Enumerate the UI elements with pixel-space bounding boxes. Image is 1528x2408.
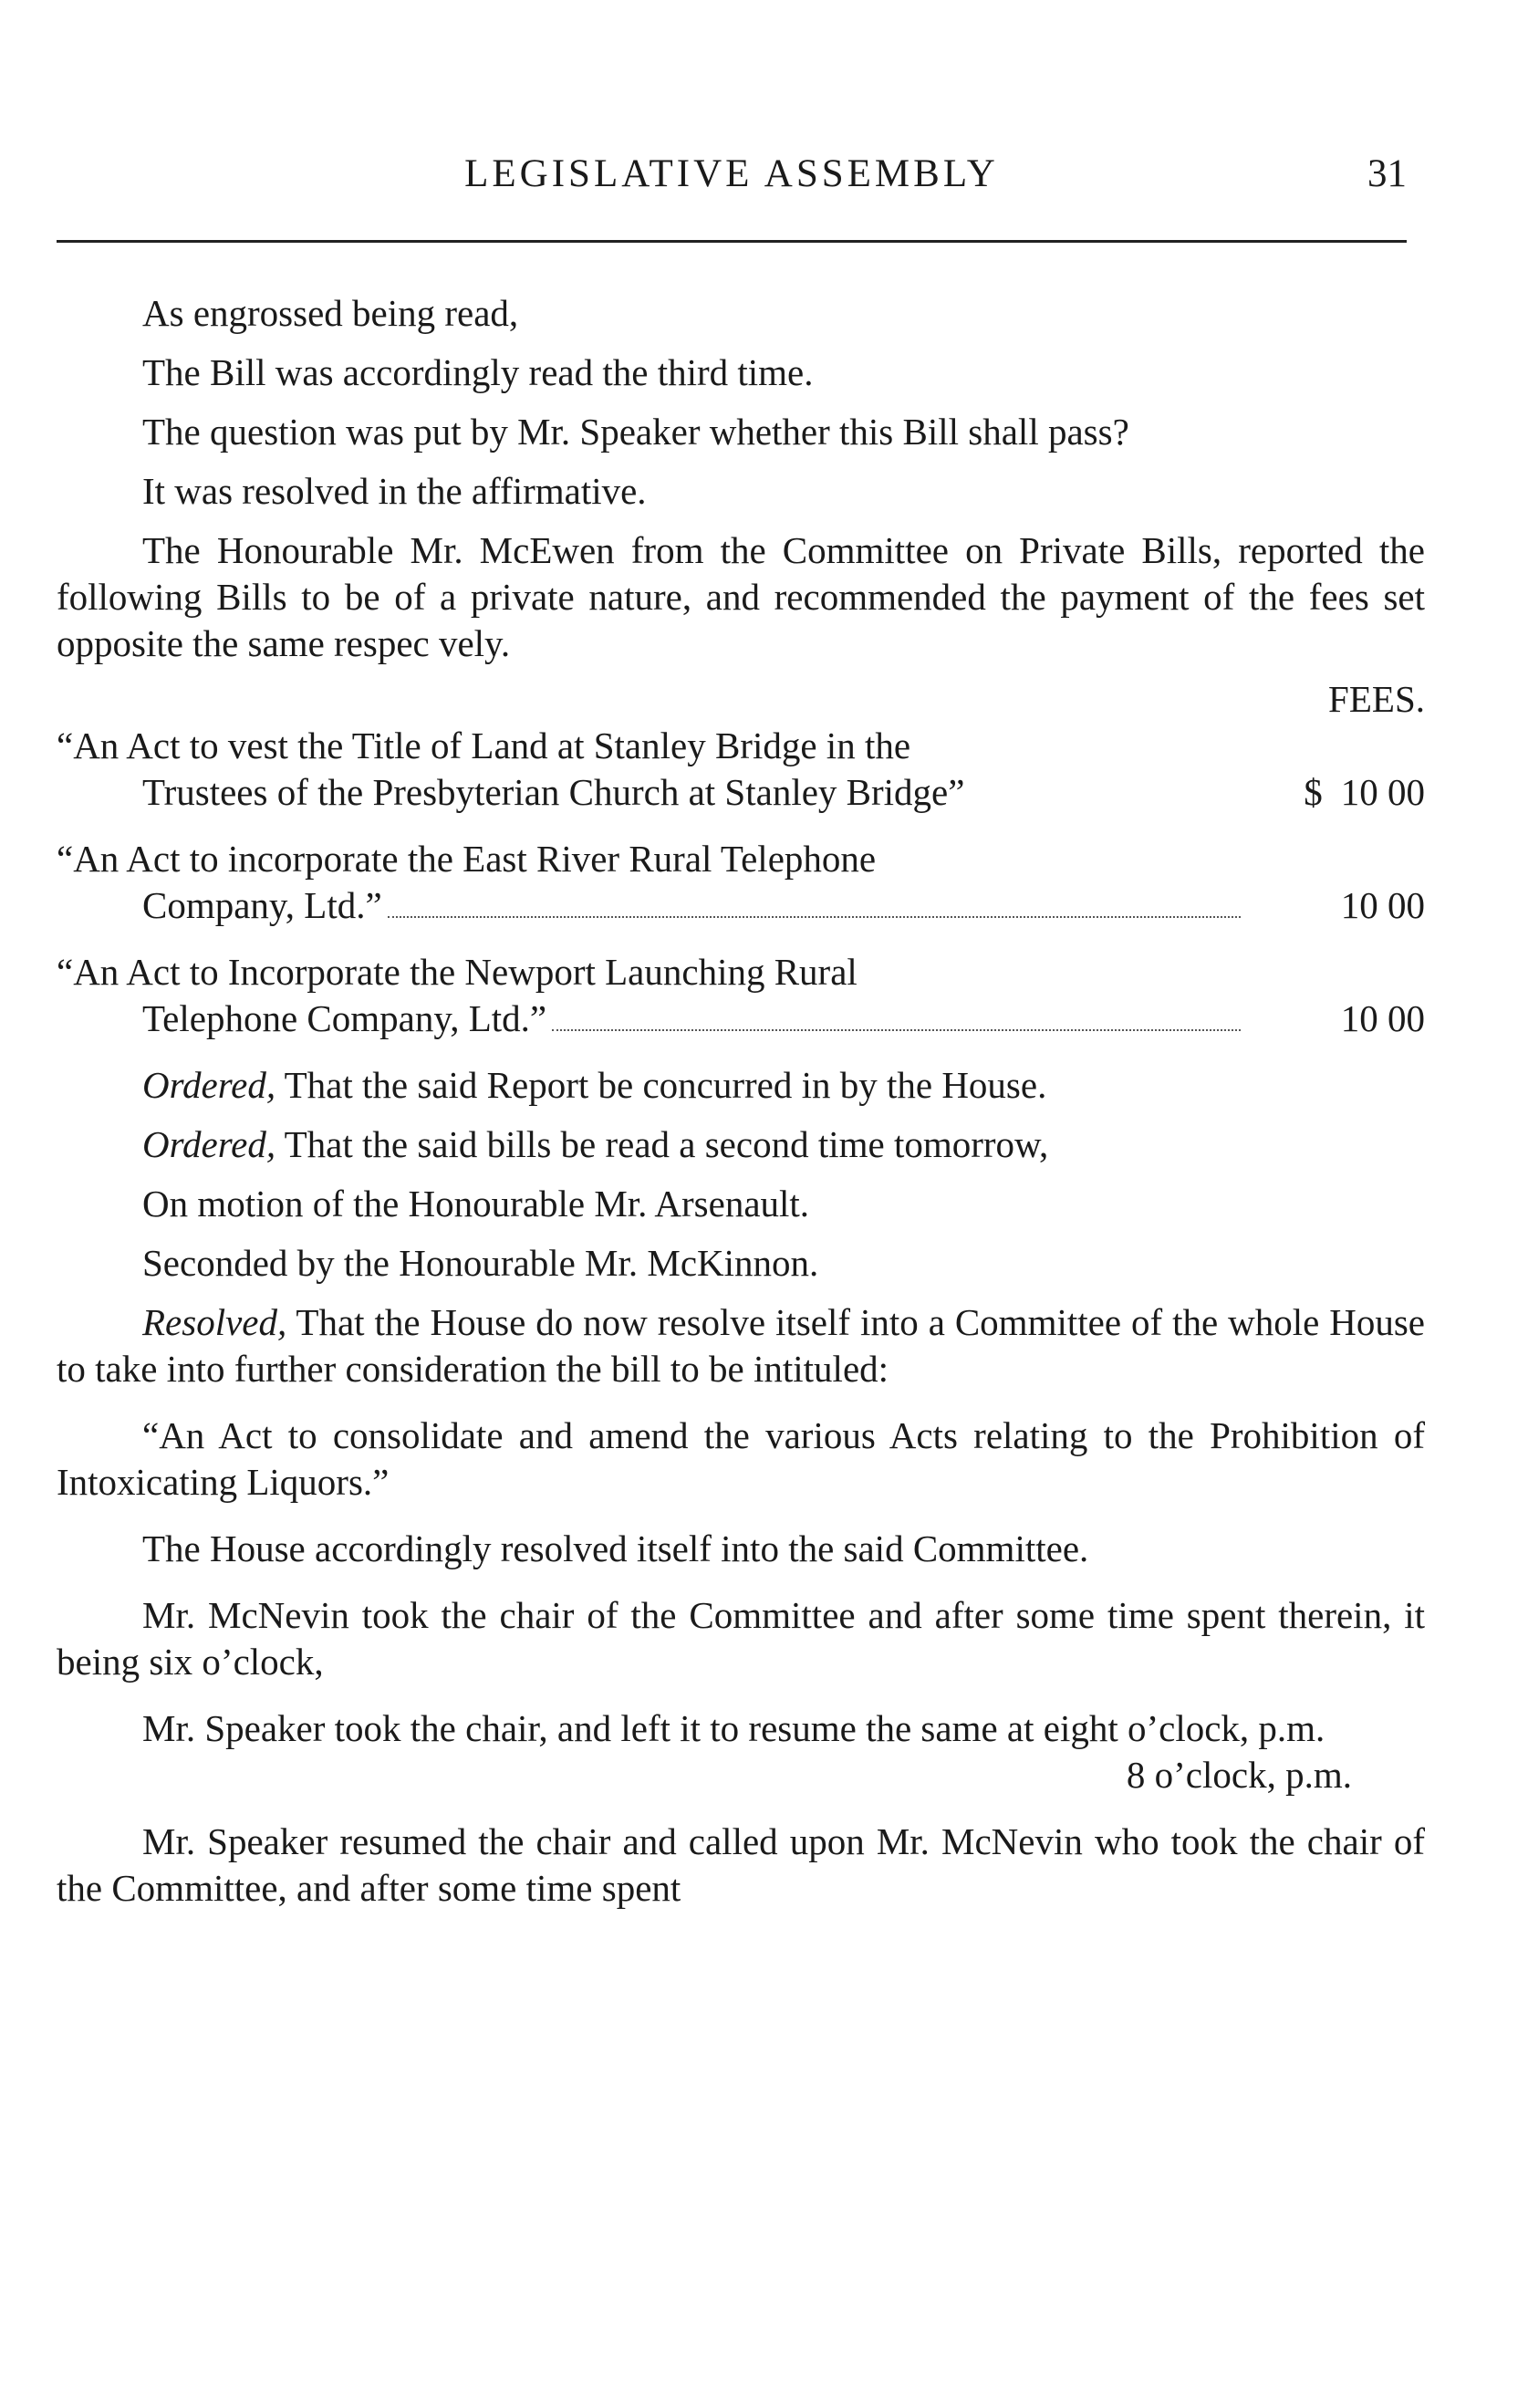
bill-title-continuation: Trustees of the Presbyterian Church at Stanley Bridge” (142, 771, 965, 813)
paragraph: The question was put by Mr. Speaker whether this Bill shall pass? (142, 411, 1129, 453)
seconded-line: Seconded by the Honourable Mr. McKinnon. (142, 1242, 819, 1284)
bill-title-continuation: Telephone Company, Ltd.” (142, 997, 547, 1039)
fee-amount (1261, 882, 1425, 929)
bill-title-line (57, 996, 1261, 1042)
page-header (57, 151, 1407, 206)
ordered-label: Ordered, (142, 1123, 276, 1165)
paragraph: The Honourable Mr. McEwen from the Committee on Private Bills, reported the following Bills to be of a private nature, and recommended the payment of the fees set opposite the same respec vely. (57, 529, 1425, 664)
bill-title-continuation: Company, Ltd.” (142, 884, 382, 926)
dot-leader (552, 1029, 1241, 1031)
bill-title-line (57, 769, 1261, 816)
fee-amount (1261, 769, 1425, 816)
bill-title-line: “An Act to Incorporate the Newport Launching Rural (57, 951, 858, 993)
running-title: LEGISLATIVE ASSEMBLY (464, 152, 999, 195)
fees-heading: FEES. (1328, 678, 1425, 720)
resolved-paragraph (57, 1299, 1425, 1392)
resolved-label: Resolved, (142, 1301, 287, 1343)
fee-value: 10 00 (1340, 771, 1425, 813)
page-body (57, 290, 1425, 1932)
ordered-text: That the said bills be read a second time tomorrow, (275, 1123, 1049, 1165)
paragraph: As engrossed being read, (142, 292, 519, 334)
ordered-paragraph (57, 1062, 1425, 1109)
paragraph: Mr. Speaker took the chair, and left it to resume the same at eight o’clock, p.m. (142, 1707, 1325, 1749)
fee-value: 10 00 (1340, 997, 1425, 1039)
time-marker: 8 o’clock, p.m. (1126, 1754, 1352, 1796)
paragraph: Mr. McNevin took the chair of the Committee and after some time spent therein, it being six o’clock, (57, 1594, 1425, 1683)
paragraph: The Bill was accordingly read the third time. (142, 351, 814, 393)
paragraph: It was resolved in the affirmative. (142, 470, 647, 512)
header-rule (57, 240, 1407, 243)
bill-text (57, 723, 1261, 816)
ordered-paragraph (57, 1121, 1425, 1168)
paragraph: The House accordingly resolved itself into the said Committee. (142, 1527, 1089, 1569)
fee-value: 10 00 (1340, 884, 1425, 926)
bill-title-line: “An Act to incorporate the East River Rural Telephone (57, 838, 877, 880)
currency-symbol: $ (1304, 771, 1323, 813)
bill-text (57, 949, 1261, 1042)
ordered-text: That the said Report be concurred in by the House. (275, 1064, 1047, 1106)
motion-line: On motion of the Honourable Mr. Arsenault. (142, 1183, 810, 1225)
bill-title-line (57, 882, 1261, 929)
page-number: 31 (1367, 152, 1407, 195)
bill-entry (57, 723, 1425, 816)
bill-title-line: “An Act to vest the Title of Land at Stanley Bridge in the (57, 724, 911, 766)
fee-amount (1261, 996, 1425, 1042)
bill-entry (57, 836, 1425, 929)
resolved-text: That the House do now resolve itself into a Committee of the whole House to take into further consideration the bill to be intituled: (57, 1301, 1425, 1390)
paragraph: Mr. Speaker resumed the chair and called upon Mr. McNevin who took the chair of the Committee, and after some time spent (57, 1820, 1425, 1909)
ordered-label: Ordered, (142, 1064, 276, 1106)
bill-entry (57, 949, 1425, 1042)
dot-leader (388, 916, 1241, 918)
act-title-quote: “An Act to consolidate and amend the various Acts relating to the Prohibition of Intoxicating Liquors.” (57, 1414, 1425, 1503)
bill-text (57, 836, 1261, 929)
